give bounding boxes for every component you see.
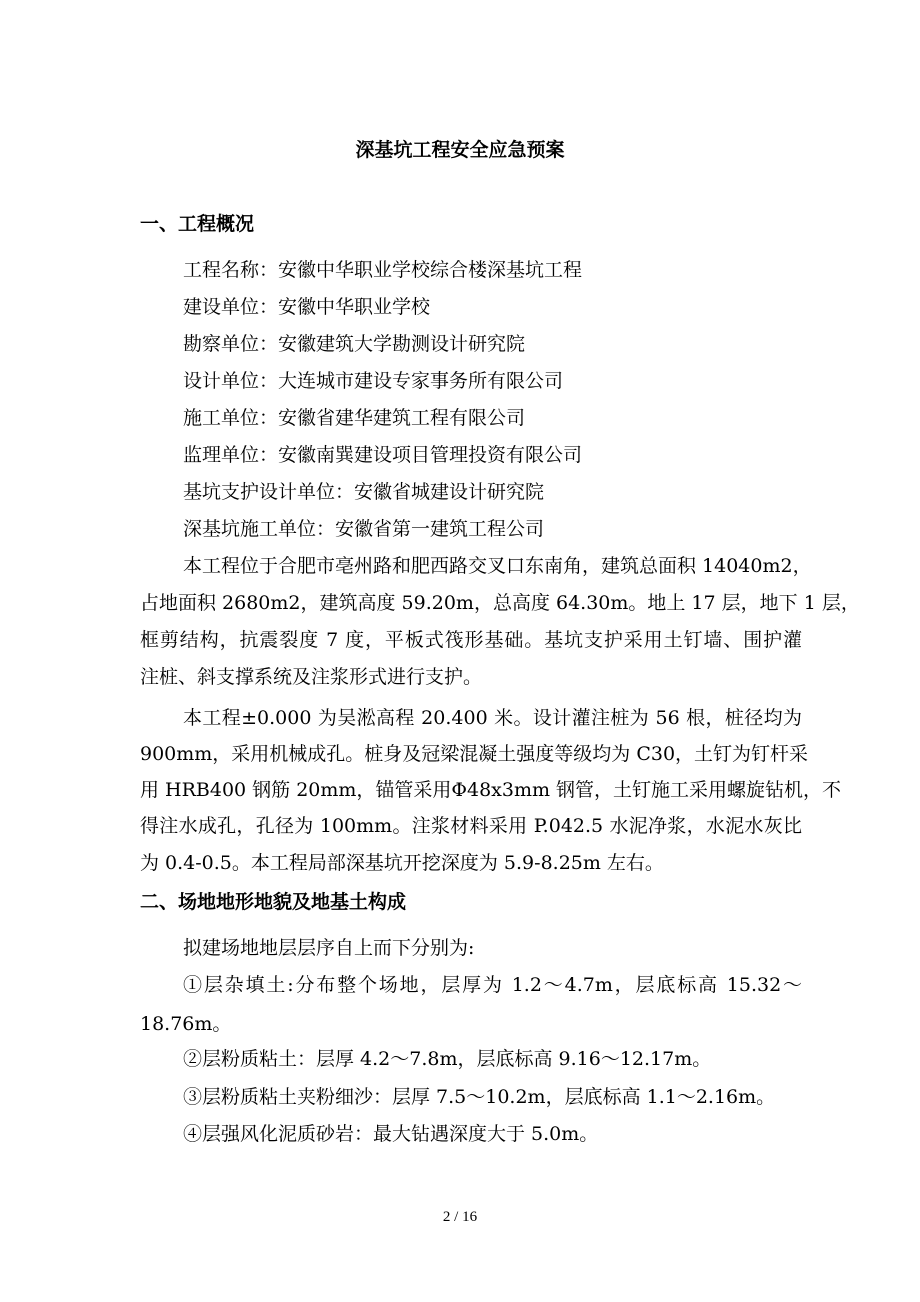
document-title: 深基坑工程安全应急预案 [355, 139, 565, 161]
project-name: 工程名称：安徽中华职业学校综合楼深基坑工程 [183, 259, 583, 281]
section-heading-overview: 一、工程概况 [140, 213, 255, 235]
pit-support-design-unit: 基坑支护设计单位：安徽省城建设计研究院 [183, 481, 545, 503]
survey-unit: 勘察单位：安徽建筑大学勘测设计研究院 [183, 333, 526, 355]
design-unit: 设计单位：大连城市建设专家事务所有限公司 [183, 370, 564, 392]
paragraph-technical-line: 得注水成孔，孔径为 100mm。注浆材料采用 P.042.5 水泥净浆，水泥水灰比 [140, 815, 802, 837]
paragraph-location-line: 框剪结构，抗震裂度 7 度，平板式筏形基础。基坑支护采用土钉墙、围护灌 [140, 629, 802, 651]
supervision-unit: 监理单位：安徽南巽建设项目管理投资有限公司 [183, 444, 583, 466]
stratum-layer-1-continued: 18.76m。 [140, 1013, 232, 1035]
stratum-layer-4: ④层强风化泥质砂岩：最大钻遇深度大于 5.0m。 [183, 1123, 599, 1145]
owner-unit: 建设单位：安徽中华职业学校 [183, 296, 431, 318]
paragraph-location-line: 占地面积 2680m2，建筑高度 59.20m，总高度 64.30m。地上 17 层，地下 1 层， [140, 592, 860, 614]
paragraph-technical-line: 用 HRB400 钢筋 20mm，锚管采用Φ48x3mm 钢管，土钉施工采用螺旋钻机，不 [140, 779, 842, 801]
paragraph-technical-line: 900mm，采用机械成孔。桩身及冠梁混凝土强度等级均为 C30，土钉为钉杆采 [140, 743, 809, 765]
paragraph-location-line: 本工程位于合肥市亳州路和肥西路交叉口东南角，建筑总面积 14040m2， [183, 555, 812, 577]
paragraph-location-line: 注桩、斜支撑系统及注浆形式进行支护。 [140, 666, 483, 688]
paragraph-technical-line: 本工程±0.000 为吴淞高程 20.400 米。设计灌注桩为 56 根，桩径均为 [183, 707, 802, 729]
page-number: 2 / 16 [442, 1209, 478, 1225]
stratum-layer-2: ②层粉质粘土：层厚 4.2～7.8m，层底标高 9.16～12.17m。 [183, 1048, 712, 1070]
construction-unit: 施工单位：安徽省建华建筑工程有限公司 [183, 407, 526, 429]
paragraph-technical-line: 为 0.4-0.5。本工程局部深基坑开挖深度为 5.9-8.25m 左右。 [140, 852, 664, 874]
section-heading-site-geology: 二、场地地形地貌及地基土构成 [140, 891, 407, 913]
pit-construction-unit: 深基坑施工单位：安徽省第一建筑工程公司 [183, 518, 545, 540]
stratum-layer-1: ①层杂填土:分布整个场地，层厚为 1.2～4.7m，层底标高 15.32～ [183, 974, 802, 996]
strata-intro: 拟建场地地层层序自上而下分别为: [183, 937, 475, 959]
stratum-layer-3: ③层粉质粘土夹粉细沙：层厚 7.5～10.2m，层底标高 1.1～2.16m。 [183, 1086, 776, 1108]
